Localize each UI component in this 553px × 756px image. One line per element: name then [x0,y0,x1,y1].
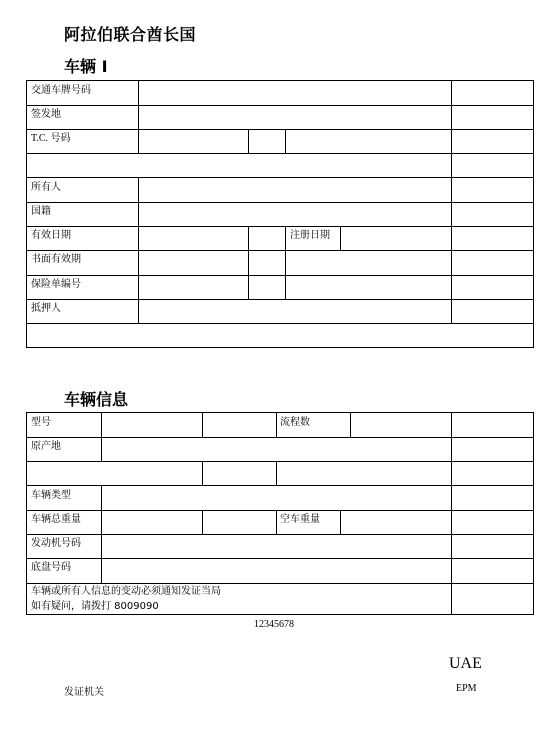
notice-phone-line: 如有疑问，请拨打 8009090 [31,601,159,612]
label-model: 型号 [31,417,51,428]
label-written-validity: 书面有效期 [31,254,81,265]
epm-mark: EPM [456,683,477,694]
label-mortgagee: 抵押人 [31,303,61,314]
section-title-vehicle-1: 车辆 I [64,57,108,76]
label-registration-date: 注册日期 [290,230,330,241]
label-tc-number: T.C. 号码 [31,133,71,144]
vehicle-info-table [26,412,534,615]
label-insurance-number: 保险单编号 [31,279,81,290]
label-expiry-date: 有效日期 [31,230,71,241]
label-empty-weight: 空车重量 [280,514,320,525]
label-chassis-number: 底盘号码 [31,562,71,573]
label-gross-weight: 车辆总重量 [31,514,81,525]
label-owner: 所有人 [31,182,61,193]
label-plate-number: 交通车牌号码 [31,85,91,96]
document-title: 阿拉伯联合酋长国 [64,25,197,44]
label-origin: 原产地 [31,441,61,452]
label-mileage: 流程数 [280,417,310,428]
notice-change-line: 车辆或所有人信息的变动必须通知发证当局 [31,586,221,597]
label-issue-place: 签发地 [31,109,61,120]
label-vehicle-type: 车辆类型 [31,490,71,501]
section-title-vehicle-info: 车辆信息 [64,390,129,409]
serial-number: 12345678 [254,619,294,630]
vehicle-registration-table [26,80,534,348]
label-engine-number: 发动机号码 [31,538,81,549]
uae-mark: UAE [449,655,482,672]
label-nationality: 国籍 [31,206,51,217]
issuing-authority: 发证机关 [64,687,104,698]
